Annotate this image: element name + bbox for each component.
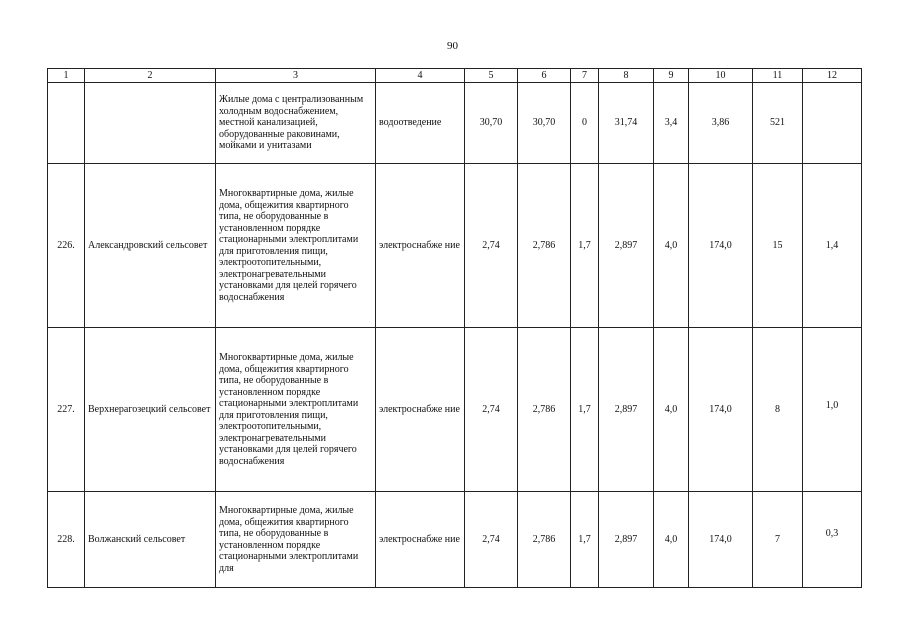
value-col-9: 3,4 (654, 83, 689, 164)
value-col-10: 3,86 (689, 83, 753, 164)
value-col-9: 4,0 (654, 328, 689, 492)
value-col-12 (803, 492, 862, 588)
municipality-name (85, 83, 216, 164)
row-number: 228. (48, 492, 85, 588)
value-col-12-text: 1,0 (825, 399, 839, 411)
table-row (48, 492, 862, 588)
housing-description: Жилые дома с централизованным холодным водоснабжением, местной канализацией, оборудованные раковинами, мойками и унитазами (216, 83, 376, 164)
value-col-11: 7 (753, 492, 803, 588)
municipality-name: Верхнерагозецкий сельсовет (85, 328, 216, 492)
column-header: 2 (85, 69, 216, 83)
table-header-row (48, 69, 862, 83)
value-col-8: 2,897 (599, 328, 654, 492)
value-col-8: 2,897 (599, 164, 654, 328)
value-col-11: 15 (753, 164, 803, 328)
value-col-11: 521 (753, 83, 803, 164)
tariff-table (47, 68, 862, 588)
value-col-7: 1,7 (571, 164, 599, 328)
value-col-6: 2,786 (518, 328, 571, 492)
value-col-6: 2,786 (518, 164, 571, 328)
value-col-12: 1,4 (803, 164, 862, 328)
column-header: 6 (518, 69, 571, 83)
value-col-5: 2,74 (465, 164, 518, 328)
municipality-name: Александровский сельсовет (85, 164, 216, 328)
column-header: 7 (571, 69, 599, 83)
value-col-5: 2,74 (465, 492, 518, 588)
utility-service: электроснабже ние (376, 492, 465, 588)
utility-service: водоотведение (376, 83, 465, 164)
column-header: 12 (803, 69, 862, 83)
column-header: 11 (753, 69, 803, 83)
value-col-8: 2,897 (599, 492, 654, 588)
value-col-7: 1,7 (571, 328, 599, 492)
row-number (48, 83, 85, 164)
table-row (48, 83, 862, 164)
municipality-name: Волжанский сельсовет (85, 492, 216, 588)
value-col-10: 174,0 (689, 164, 753, 328)
table-row (48, 328, 862, 492)
column-header: 3 (216, 69, 376, 83)
value-col-6: 2,786 (518, 492, 571, 588)
utility-service: электроснабже ние (376, 328, 465, 492)
value-col-9: 4,0 (654, 492, 689, 588)
column-header: 1 (48, 69, 85, 83)
value-col-5: 30,70 (465, 83, 518, 164)
value-col-7: 0 (571, 83, 599, 164)
housing-description: Многоквартирные дома, жилые дома, общежития квартирного типа, не оборудованные в установленном порядке стационарными электроплитами для (216, 492, 376, 588)
value-col-10: 174,0 (689, 328, 753, 492)
value-col-6: 30,70 (518, 83, 571, 164)
value-col-10: 174,0 (689, 492, 753, 588)
row-number: 227. (48, 328, 85, 492)
value-col-7: 1,7 (571, 492, 599, 588)
value-col-12 (803, 328, 862, 492)
column-header: 4 (376, 69, 465, 83)
page-number: 90 (447, 40, 458, 52)
column-header: 8 (599, 69, 654, 83)
value-col-11: 8 (753, 328, 803, 492)
column-header: 10 (689, 69, 753, 83)
row-number: 226. (48, 164, 85, 328)
table-row (48, 164, 862, 328)
value-col-12 (803, 83, 862, 164)
value-col-9: 4,0 (654, 164, 689, 328)
value-col-12-text: 0,3 (825, 527, 839, 539)
column-header: 9 (654, 69, 689, 83)
column-header: 5 (465, 69, 518, 83)
value-col-5: 2,74 (465, 328, 518, 492)
value-col-8: 31,74 (599, 83, 654, 164)
housing-description: Многоквартирные дома, жилые дома, общежития квартирного типа, не оборудованные в установленном порядке стационарными электроплитами для приготовления пищи, электроотопительными, электронагревательными установками для целей горячего водоснабжения (216, 164, 376, 328)
housing-description: Многоквартирные дома, жилые дома, общежития квартирного типа, не оборудованные в установленном порядке стационарными электроплитами для приготовления пищи, электроотопительными, электронагревательными установками для целей горячего водоснабжения (216, 328, 376, 492)
utility-service: электроснабже ние (376, 164, 465, 328)
